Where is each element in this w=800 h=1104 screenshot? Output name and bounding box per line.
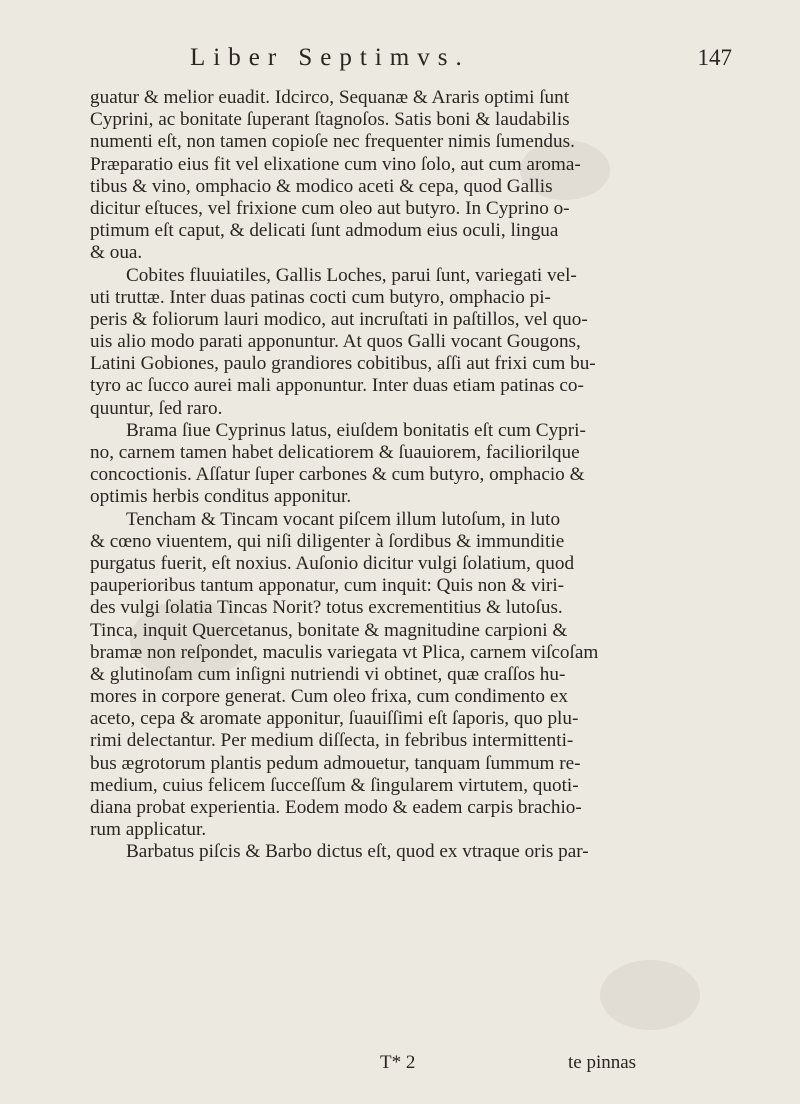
- paper-stain: [600, 960, 700, 1030]
- signature-mark: T* 2: [380, 1052, 416, 1073]
- text-line: uis alio modo parati apponuntur. At quos Galli vocant Gougons,: [90, 331, 581, 353]
- text-line: bus ægrotorum plantis pedum admouetur, tanquam ſummum re-: [90, 752, 581, 774]
- text-line: & cœno viuentem, qui niſi diligenter à ſordibus & immunditie: [90, 530, 565, 552]
- text-line: ptimum eſt caput, & delicati ſunt admodum eius oculi, lingua: [90, 220, 559, 242]
- running-title: Liber Septimvs.: [190, 44, 470, 71]
- text-line: concoctionis. Aſſatur ſuper carbones & cum butyro, omphacio &: [90, 464, 585, 486]
- text-line: Tencham & Tincam vocant piſcem illum lutoſum, in luto: [126, 508, 561, 530]
- running-head: [90, 40, 740, 80]
- text-line: tibus & vino, omphacio & modico aceti & cepa, quod Gallis: [90, 175, 553, 197]
- text-line: mores in corpore generat. Cum oleo frixa, cum condimento ex: [90, 686, 568, 708]
- text-line: uti truttæ. Inter duas patinas cocti cum butyro, omphacio pi-: [90, 286, 551, 308]
- text-line: Latini Gobiones, paulo grandiores cobitibus, aſſi aut frixi cum bu-: [90, 353, 596, 375]
- body-text: [90, 87, 730, 864]
- text-line: Præparatio eius fit vel elixatione cum vino ſolo, aut cum aroma-: [90, 153, 581, 175]
- text-line: Barbatus piſcis & Barbo dictus eſt, quod ex vtraque oris par-: [126, 841, 589, 863]
- page-footer: [90, 1052, 730, 1078]
- text-line: numenti eſt, non tamen copioſe nec frequenter nimis ſumendus.: [90, 131, 575, 153]
- text-line: diana probat experientia. Eodem modo & eadem carpis brachio-: [90, 797, 582, 818]
- text-line: tyro ac ſucco aurei mali apponuntur. Inter duas etiam patinas co-: [90, 375, 584, 397]
- text-line: Cobites fluuiatiles, Gallis Loches, parui ſunt, variegati vel-: [126, 264, 577, 286]
- text-line: Tinca, inquit Quercetanus, bonitate & magnitudine carpioni &: [90, 619, 568, 641]
- text-line: & oua.: [90, 242, 143, 264]
- text-line: aceto, cepa & aromate apponitur, ſuauiſſimi eſt ſaporis, quo plu-: [90, 708, 579, 730]
- text-line: no, carnem tamen habet delicatiorem & ſuauiorem, faciliorilque: [90, 442, 580, 463]
- catchword: te pinnas: [568, 1052, 637, 1073]
- text-line: optimis herbis conditus apponitur.: [90, 486, 352, 508]
- text-line: quuntur, ſed raro.: [90, 397, 223, 419]
- text-line: pauperioribus tantum apponatur, cum inquit: Quis non & viri-: [90, 575, 565, 597]
- text-line: rimi delectantur. Per medium diſſecta, in febribus intermittenti-: [90, 730, 574, 752]
- text-line: medium, cuius felicem ſucceſſum & ſingularem virtutem, quoti-: [90, 774, 579, 796]
- text-line: dicitur eſtuces, vel frixione cum oleo aut butyro. In Cyprino o-: [90, 197, 570, 219]
- text-line: purgatus fuerit, eſt noxius. Auſonio dicitur vulgi ſolatium, quod: [90, 552, 575, 574]
- text-line: bramæ non reſpondet, maculis variegata vt Plica, carnem viſcoſam: [90, 641, 599, 663]
- page-number: 147: [697, 45, 732, 70]
- text-line: rum applicatur.: [90, 819, 207, 841]
- text-line: guatur & melior euadit. Idcirco, Sequanæ & Araris optimi ſunt: [90, 87, 570, 108]
- text-line: peris & foliorum lauri modico, aut incruſtati in paſtillos, vel quo-: [90, 308, 588, 330]
- text-line: & glutinoſam cum inſigni nutriendi vi obtinet, quæ craſſos hu-: [90, 663, 566, 685]
- text-line: Brama ſiue Cyprinus latus, eiuſdem bonitatis eſt cum Cypri-: [126, 419, 586, 441]
- text-line: des vulgi ſolatia Tincas Norit? totus excrementitius & lutoſus.: [90, 597, 563, 619]
- text-line: Cyprini, ac bonitate ſuperant ſtagnoſos. Satis boni & laudabilis: [90, 109, 570, 131]
